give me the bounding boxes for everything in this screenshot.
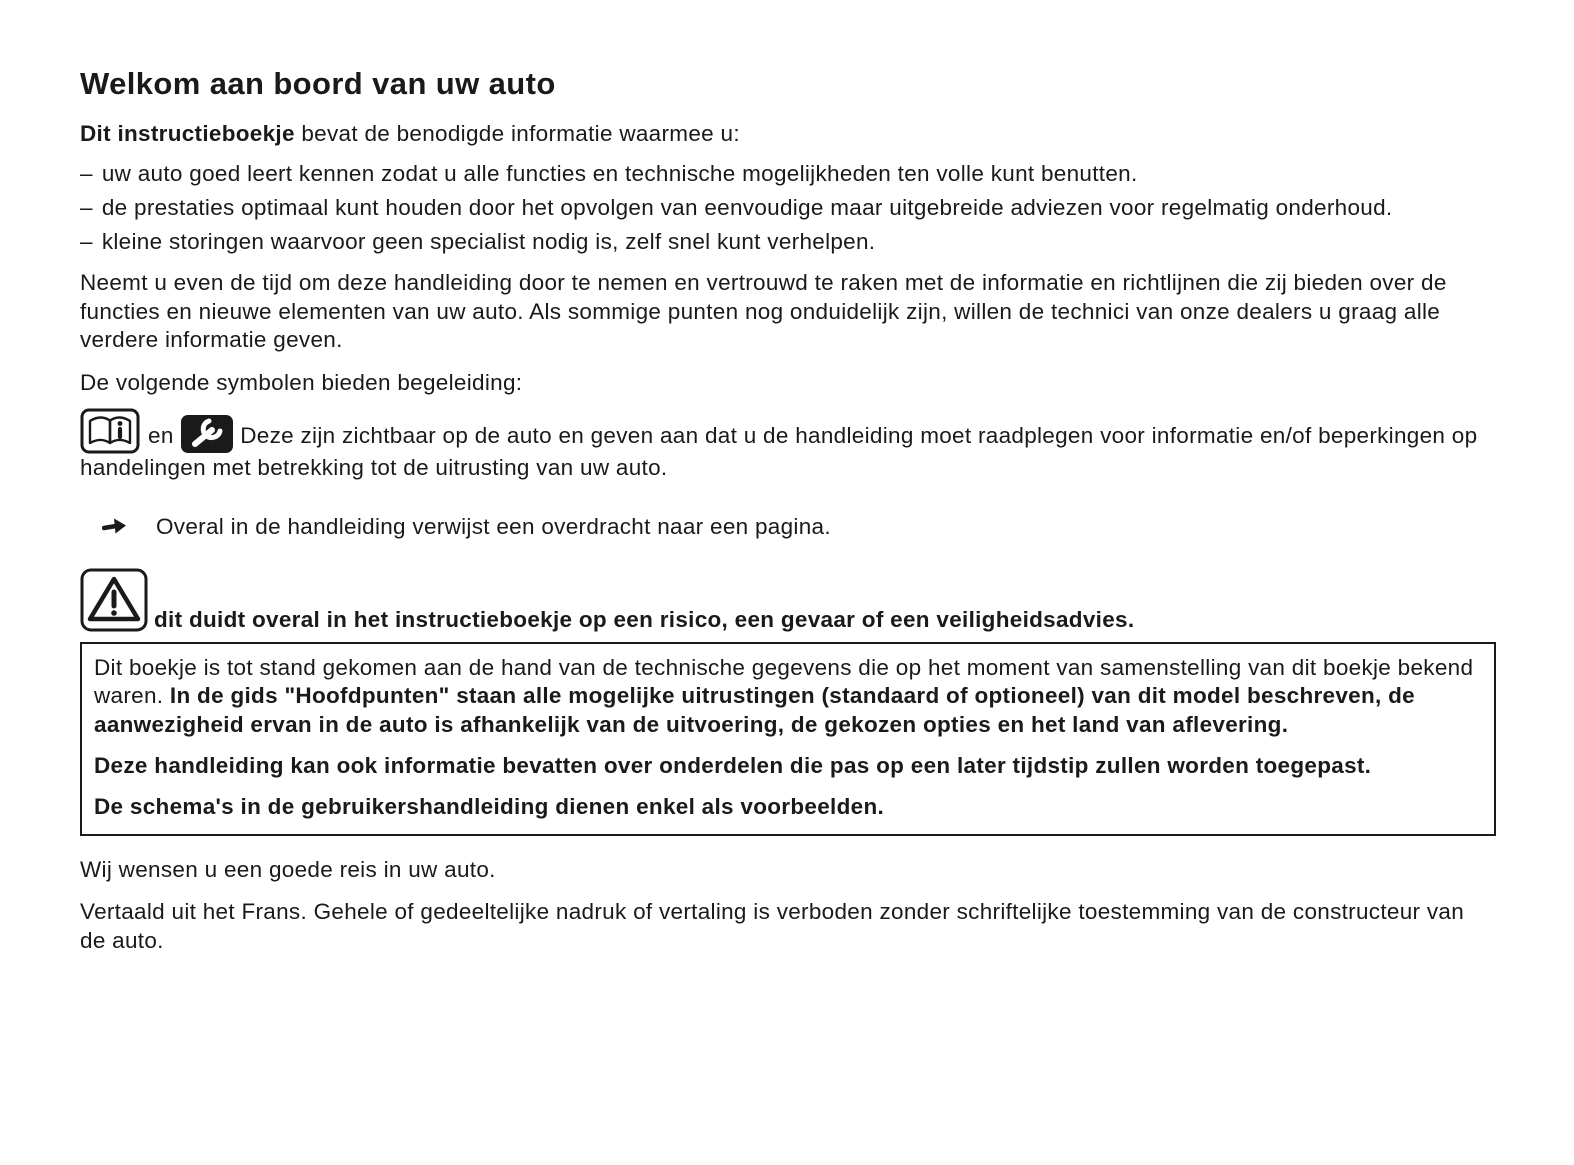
- bullet-text: de prestaties optimaal kunt houden door het opvolgen van eenvoudige maar uitgebreide adviezen voor regelmatig onderhoud.: [101, 195, 1393, 221]
- symbols-connector-text: en: [148, 423, 174, 449]
- info-box-paragraph: [94, 654, 1480, 740]
- copyright-paragraph: Vertaald uit het Frans. Gehele of gedeeltelijke nadruk of vertaling is verboden zonder schriftelijke toestemming van de constructeur van de auto.: [80, 899, 1465, 954]
- bullet-dash: –: [80, 195, 93, 221]
- list-item: [80, 160, 1496, 189]
- info-box-p1-bold: In de gids "Hoofdpunten" staan alle mogelijke uitrustingen (standaard of optioneel) van dit model beschreven, de aanwezigheid ervan in de auto is afhankelijk van de uitvoering, de gekozen opties en het land van aflevering.: [94, 683, 1415, 738]
- page-reference-text: Overal in de handleiding verwijst een overdracht naar een pagina.: [156, 513, 831, 539]
- info-box-p1-normal: Dit boekje is tot stand gekomen aan de hand van de technische gegevens die op het moment van samenstelling van dit boekje bekend waren.: [94, 654, 1474, 709]
- wrench-icon: [180, 414, 234, 454]
- intro-paragraph: [80, 120, 1496, 149]
- closing-paragraph: Wij wensen u een goede reis in uw auto.: [80, 856, 496, 882]
- bullet-dash: –: [80, 161, 93, 187]
- intro-bold-text: Dit instructieboekje: [80, 120, 295, 146]
- open-book-icon: [80, 408, 140, 454]
- warning-triangle-icon: [80, 568, 148, 632]
- bullet-text: uw auto goed leert kennen zodat u alle functies en technische mogelijkheden ten volle kunt benutten.: [101, 161, 1138, 187]
- list-item: [80, 194, 1496, 223]
- symbols-intro-paragraph: De volgende symbolen bieden begeleiding:: [80, 370, 523, 396]
- list-item: [80, 228, 1496, 257]
- intro-rest-text: bevat de benodigde informatie waarmee u:: [294, 120, 740, 146]
- arrow-right-icon: [102, 516, 128, 538]
- info-box: [80, 642, 1496, 836]
- bullet-list: [80, 160, 1496, 256]
- reading-paragraph: Neemt u even de tijd om deze handleiding door te nemen en vertrouwd te raken met de informatie en richtlijnen die zij bieden over de functies en nieuwe elementen van uw auto. Als sommige punten nog onduidelijk zijn, willen de technici van onze dealers u graag alle verdere informatie geven.: [80, 269, 1447, 353]
- symbols-paragraph: [80, 408, 1496, 483]
- page-title: Welkom aan boord van uw auto: [80, 66, 556, 101]
- warning-text: dit duidt overal in het instructieboekje op een risico, een gevaar of een veiligheidsadvies.: [154, 606, 1135, 632]
- bullet-text: kleine storingen waarvoor geen specialist nodig is, zelf snel kunt verhelpen.: [101, 229, 876, 255]
- info-box-paragraph: De schema's in de gebruikershandleiding dienen enkel als voorbeelden.: [94, 793, 885, 819]
- bullet-dash: –: [80, 229, 93, 255]
- info-box-paragraph: Deze handleiding kan ook informatie bevatten over onderdelen die pas op een later tijdstip zullen worden toegepast.: [94, 753, 1372, 779]
- warning-note: [80, 568, 1496, 632]
- symbols-text: Deze zijn zichtbaar op de auto en geven aan dat u de handleiding moet raadplegen voor informatie en/of beperkingen op handelingen met betrekking tot de uitrusting van uw auto.: [80, 423, 1478, 481]
- page-reference-note: [102, 513, 1496, 542]
